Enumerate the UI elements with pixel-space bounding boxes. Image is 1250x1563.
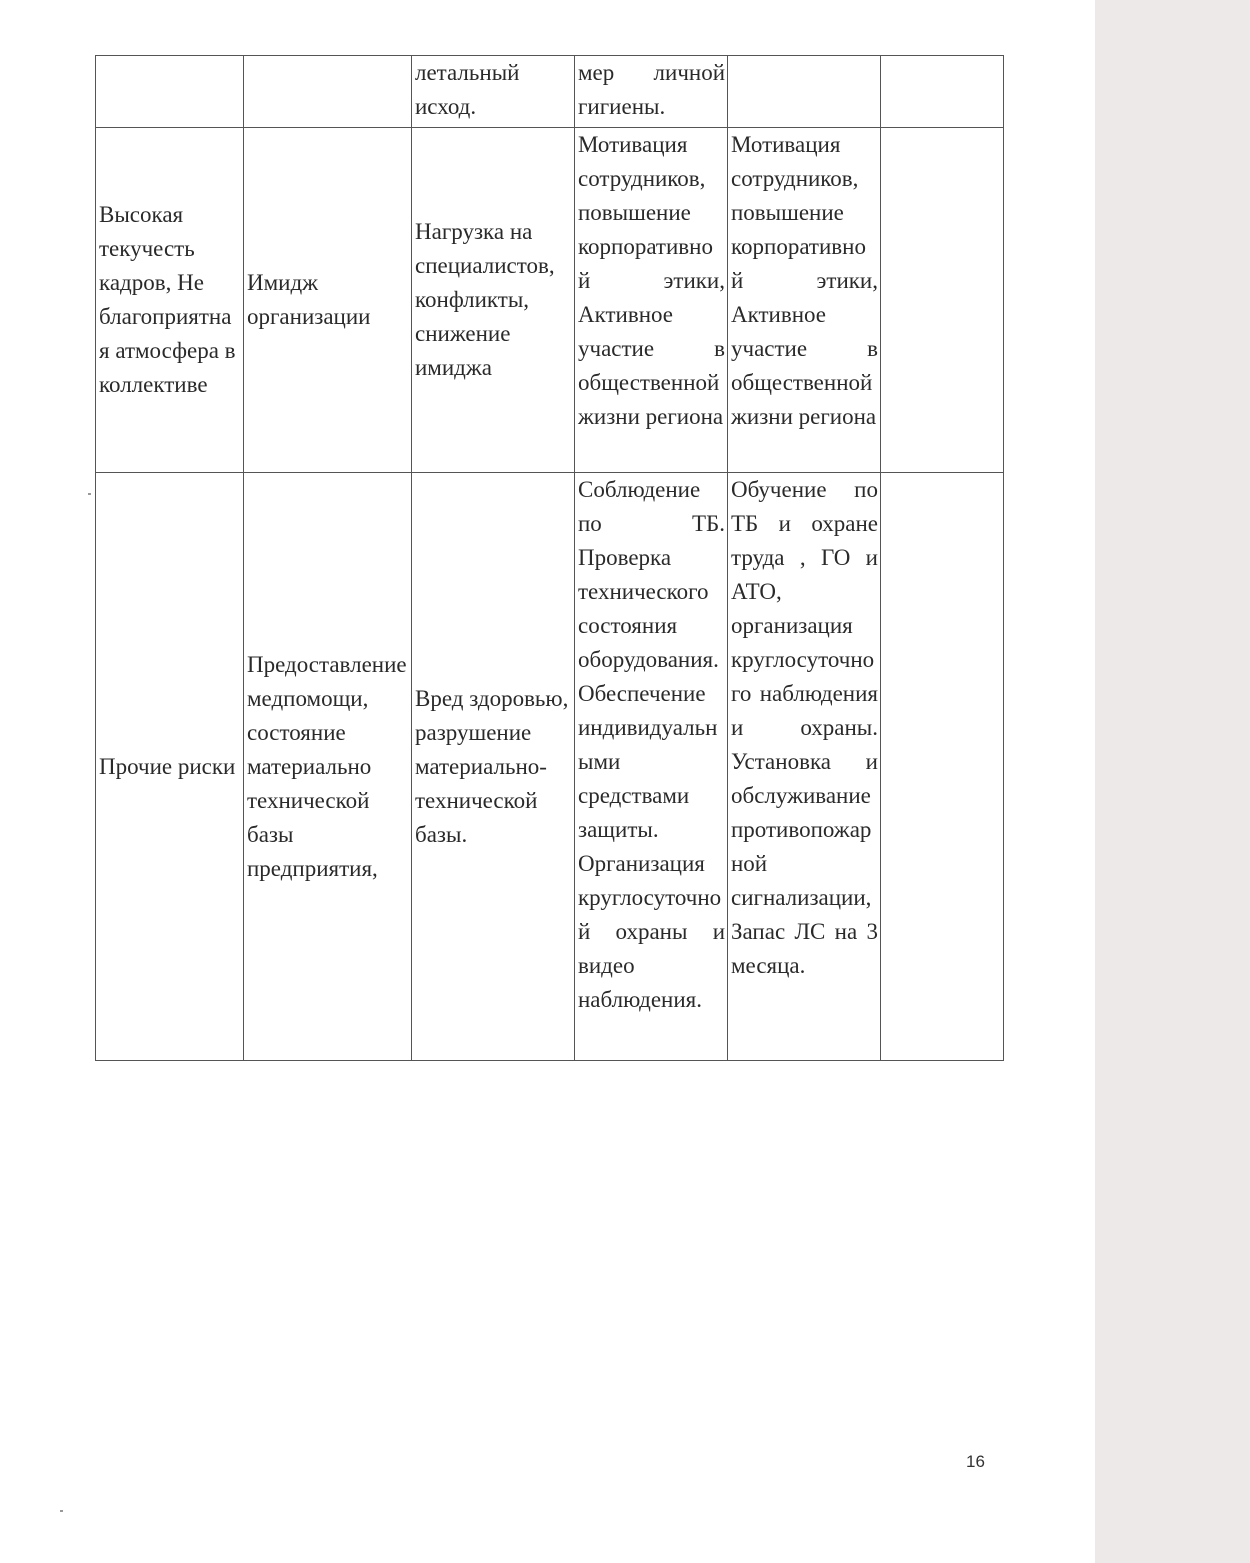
table-cell-measures: мер личной гигиены. [575, 56, 728, 128]
table-cell-risk: Высокая текучесть кадров, Не благоприятная атмосфера в коллективе [96, 128, 244, 473]
scan-page-edge [1095, 0, 1250, 1563]
risk-table-container [95, 55, 1004, 1061]
table-row [96, 473, 1004, 1061]
table-cell-risk: Прочие риски [96, 473, 244, 1061]
table-cell-empty [881, 473, 1004, 1061]
scan-speck [60, 1510, 63, 1512]
table-row [96, 56, 1004, 128]
page-number: 16 [966, 1452, 985, 1471]
table-cell-consequence: Нагрузка на специалистов, конфликты, снижение имиджа [412, 128, 575, 473]
table-cell-risk [96, 56, 244, 128]
table-cell-empty [881, 128, 1004, 473]
table-cell-area: Предоставление медпомощи, состояние материально технической базы предприятия, [244, 473, 412, 1061]
scan-speck [88, 493, 91, 495]
table-cell-actions: Мотивация сотрудников, повышение корпоративной этики, Активное участие в общественной жизни региона [728, 128, 881, 473]
table-cell-actions: Обучение по ТБ и охране труда , ГО и АТО, организация круглосуточного наблюдения и охраны. Установка и обслуживание противопожарной сигнализации, Запас ЛС на 3 месяца. [728, 473, 881, 1061]
table-cell-area [244, 56, 412, 128]
table-row [96, 128, 1004, 473]
table-cell-empty [881, 56, 1004, 128]
table-cell-actions [728, 56, 881, 128]
table-cell-consequence: летальный исход. [412, 56, 575, 128]
table-cell-measures: Мотивация сотрудников, повышение корпоративной этики, Активное участие в общественной жизни региона [575, 128, 728, 473]
table-cell-consequence: Вред здоровью, разрушение материально-технической базы. [412, 473, 575, 1061]
table-cell-measures: Соблюдение по ТБ. Проверка технического состояния оборудования. Обеспечение индивидуальными средствами защиты. Организация круглосуточной охраны и видео наблюдения. [575, 473, 728, 1061]
risk-table [95, 55, 1004, 1061]
table-cell-area: Имидж организации [244, 128, 412, 473]
